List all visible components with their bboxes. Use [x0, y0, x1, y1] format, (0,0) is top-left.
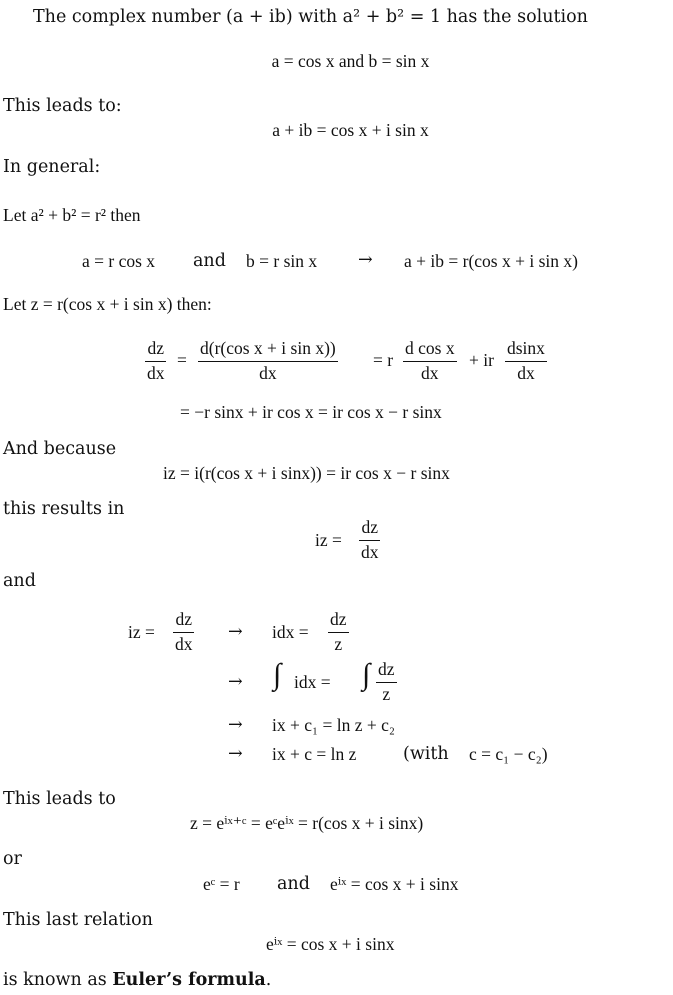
- frac-num: dz: [328, 611, 349, 633]
- frac-chain-s1: [328, 611, 349, 653]
- chain-s4-c: c = c₁ − c₂): [469, 744, 548, 764]
- equation-z-exp: z = eⁱˣ⁺ᶜ = eᶜeⁱˣ = r(cos x + i sinx): [190, 813, 424, 833]
- polar-b: b = r sin x: [246, 251, 318, 271]
- deriv-r: = r: [373, 350, 394, 370]
- or-label: or: [3, 849, 22, 869]
- frac-num: dz: [173, 611, 194, 633]
- integral-sign-1: ∫: [273, 658, 282, 691]
- results-in-label: this results in: [3, 499, 125, 519]
- intro-text: The complex number (a + ib) with a² + b² = 1 has the solution: [33, 7, 588, 27]
- equation-euler: eⁱˣ = cos x + i sinx: [266, 934, 395, 954]
- frac-den: dx: [175, 633, 193, 654]
- ec-right: eⁱˣ = cos x + i sinx: [330, 874, 459, 894]
- frac-den: dx: [361, 541, 379, 562]
- frac-num: d(r(cos x + i sin x)): [198, 340, 338, 362]
- polar-arrow: →: [358, 250, 373, 270]
- frac-num: dsinx: [505, 340, 547, 362]
- conclusion-prefix: is known as: [3, 970, 113, 990]
- polar-a: a = r cos x: [82, 251, 156, 271]
- chain-arrow-3: →: [228, 715, 243, 735]
- let-r-squared: Let a² + b² = r² then: [3, 205, 141, 225]
- frac-chain-1: [173, 611, 195, 653]
- frac-dsin: [505, 340, 547, 382]
- chain-lhs: iz =: [128, 622, 155, 642]
- last-relation-label: This last relation: [3, 910, 153, 930]
- leads-to-label-2: This leads to: [3, 789, 116, 809]
- frac-num: dz: [359, 519, 380, 541]
- frac-num: dz: [376, 661, 397, 683]
- iz-lhs: iz =: [315, 530, 342, 550]
- euler-conclusion: [3, 972, 271, 990]
- polar-and: and: [193, 251, 226, 271]
- ec-left: eᶜ = r: [203, 874, 240, 894]
- chain-s4-with: (with: [403, 744, 449, 764]
- frac-den: z: [382, 683, 391, 704]
- equation-cos-sin: a = cos x and b = sin x: [271, 51, 430, 71]
- deriv-plus-ir: + ir: [469, 350, 494, 370]
- chain-s4: ix + c = ln z: [272, 744, 357, 764]
- chain-arrow-2: →: [228, 672, 243, 692]
- frac-den: dx: [147, 362, 165, 383]
- let-z: Let z = r(cos x + i sin x) then:: [3, 294, 212, 314]
- and-because-label: And because: [3, 439, 117, 459]
- frac-num: d cos x: [403, 340, 457, 362]
- equation-a-ib: a + ib = cos x + i sin x: [272, 120, 429, 140]
- chain-s1: idx =: [272, 622, 309, 642]
- chain-arrow-1: →: [228, 622, 243, 642]
- frac-d-r: [198, 340, 338, 382]
- equation-iz: iz = i(r(cos x + i sinx)) = ir cos x − r sinx: [163, 463, 450, 483]
- conclusion-suffix: .: [265, 970, 272, 990]
- deriv-equals: =: [177, 350, 187, 370]
- frac-den: z: [334, 633, 343, 654]
- chain-s3: ix + c₁ = ln z + c₂: [272, 715, 395, 735]
- chain-arrow-4: →: [228, 744, 243, 764]
- frac-dz-dx: [145, 340, 167, 382]
- leads-to-label: This leads to:: [3, 96, 122, 116]
- chain-s2: idx =: [294, 672, 331, 692]
- polar-rhs: a + ib = r(cos x + i sin x): [404, 251, 578, 271]
- frac-den: dx: [259, 362, 277, 383]
- in-general-label: In general:: [3, 157, 101, 177]
- frac-dz-dx-2: [359, 519, 381, 561]
- frac-dcos: [403, 340, 457, 382]
- euler-formula-term: Euler’s formula: [112, 970, 266, 990]
- frac-num: dz: [145, 340, 166, 362]
- integral-sign-2: ∫: [362, 658, 371, 691]
- derivative-line-2: = −r sinx + ir cos x = ir cos x − r sinx: [180, 402, 442, 422]
- and-label: and: [3, 571, 36, 591]
- frac-chain-s2: [376, 661, 397, 703]
- ec-and: and: [277, 874, 310, 894]
- frac-den: dx: [421, 362, 439, 383]
- frac-den: dx: [517, 362, 535, 383]
